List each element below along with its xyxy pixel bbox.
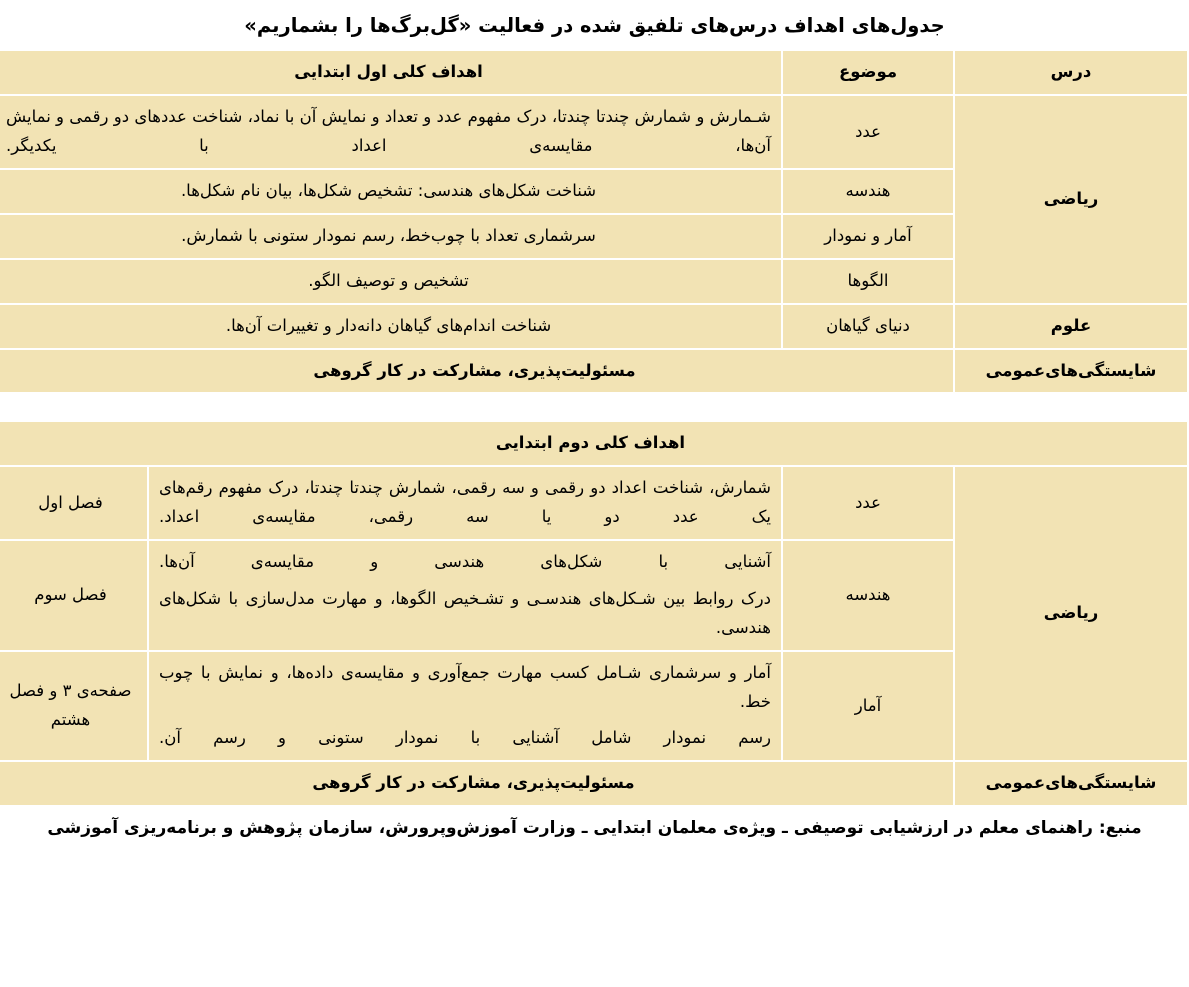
goal-paragraph: درک روابط بین شـکل‌های هندسـی و تشـخیص الگوها، و مهارت مدل‌سازی با شکل‌های هندسی. <box>159 588 771 637</box>
cell-lesson-math: ریاضی <box>955 467 1187 760</box>
goal-paragraph: آمار و سرشماری شـامل کسب مهارت جمع‌آوری و مقایسه‌ی داده‌ها، و نمایش با چوب خط. <box>159 662 771 711</box>
cell-competency-value: مسئولیت‌پذیری، مشارکت در کار گروهی <box>0 350 953 393</box>
cell-goals-number: شـمارش و شمارش چندتا چندتا، درک مفهوم عدد و تعداد و نمایش آن با نماد، شناخت عددهای دو رقمی و نمایش آن‌ها، مقایسه‌ی اعداد با یکدیگر. <box>0 96 781 168</box>
header-second-grade-goals: اهداف کلی دوم ابتدایی <box>0 422 1187 465</box>
table-second-grade-goals <box>0 420 1189 807</box>
cell-competency-value: مسئولیت‌پذیری، مشارکت در کار گروهی <box>0 762 953 805</box>
table-row <box>0 305 1187 348</box>
table-competency-row <box>0 350 1187 393</box>
goal-paragraph: آشنایی با شکل‌های هندسی و مقایسه‌ی آن‌ها. <box>159 552 771 572</box>
table-header-row <box>0 422 1187 465</box>
cell-goals-statistics-chart: سرشماری تعداد با چوب‌خط، رسم نمودار ستونی با شمارش. <box>0 215 781 258</box>
cell-subject-plant-world: دنیای گیاهان <box>783 305 953 348</box>
cell-subject-patterns: الگوها <box>783 260 953 303</box>
source-note: منبع: راهنمای معلم در ارزشیابی توصیفی ـ ویژه‌ی معلمان ابتدایی ـ وزارت آموزش‌وپرورش، سازمان پژوهش و برنامه‌ریزی آموزشی <box>47 818 1142 839</box>
cell-goals-plant-world: شناخت اندام‌های گیاهان دانه‌دار و تغییرات آن‌ها. <box>0 305 781 348</box>
cell-subject-geometry: هندسه <box>783 170 953 213</box>
cell-goals-geometry <box>149 541 781 650</box>
cell-goals-geometry: شناخت شکل‌های هندسی: تشخیص شکل‌ها، بیان نام شکل‌ها. <box>0 170 781 213</box>
page-title: جدول‌های اهداف درس‌های تلفیق شده در فعالیت «گل‌برگ‌ها را بشماریم» <box>244 14 945 37</box>
table-row <box>0 96 1187 168</box>
cell-subject-geometry: هندسه <box>783 541 953 650</box>
cell-chapter-number: فصل اول <box>0 467 147 539</box>
cell-subject-number: عدد <box>783 96 953 168</box>
table-separator <box>0 394 1189 420</box>
goal-paragraph: رسم نمودار شامل آشنایی با نمودار ستونی و رسم آن. <box>159 728 771 748</box>
cell-chapter-statistics: صفحه‌ی ۳ و فصل هشتم <box>0 652 147 761</box>
table-competency-row <box>0 762 1187 805</box>
header-lesson: درس <box>955 51 1187 94</box>
header-goals: اهداف کلی اول ابتدایی <box>0 51 781 94</box>
cell-competency-label: شایستگی‌های‌عمومی <box>955 762 1187 805</box>
header-subject: موضوع <box>783 51 953 94</box>
cell-competency-label: شایستگی‌های‌عمومی <box>955 350 1187 393</box>
cell-subject-number: عدد <box>783 467 953 539</box>
cell-goals-statistics <box>149 652 781 761</box>
cell-goals-number <box>149 467 781 539</box>
goal-paragraph: شمارش، شناخت اعداد دو رقمی و سه رقمی، شمارش چندتا چندتا، درک مفهوم رقم‌های یک عدد دو یا سه رقمی، مقایسه‌ی اعداد. <box>159 478 771 527</box>
cell-goals-patterns: تشخیص و توصیف الگو. <box>0 260 781 303</box>
cell-subject-statistics: آمار <box>783 652 953 761</box>
cell-chapter-geometry: فصل سوم <box>0 541 147 650</box>
table-header-row <box>0 51 1187 94</box>
cell-lesson-math: ریاضی <box>955 96 1187 302</box>
table-first-grade-goals <box>0 49 1189 394</box>
cell-lesson-science: علوم <box>955 305 1187 348</box>
table-row <box>0 467 1187 539</box>
cell-subject-statistics-chart: آمار و نمودار <box>783 215 953 258</box>
